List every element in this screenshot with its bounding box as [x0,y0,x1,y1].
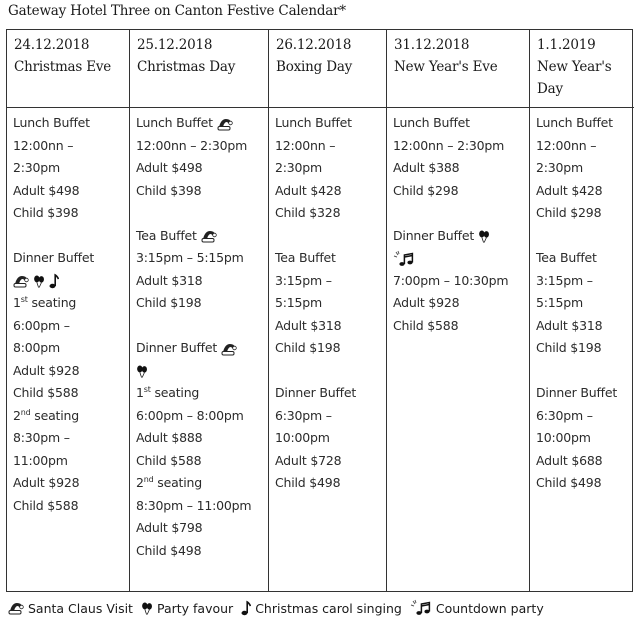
dinner-adult-price: Adult $728 [275,452,342,468]
balloons-icon [141,601,153,616]
day-name: Christmas Eve [14,59,112,75]
santa-hat-icon [201,229,217,243]
seating-2-adult-price: Adult $928 [13,475,80,490]
page-title: Gateway Hotel Three on Canton Festive Calendar* [8,3,346,19]
lunch-time: 12:00nn – [536,137,597,153]
lunch-time: 12:00nn – 2:30pm [136,137,248,153]
legend-item-carol-singing [241,600,402,616]
lunch-label: Lunch Buffet [536,115,613,130]
tea-adult-price: Adult $318 [136,272,203,288]
santa-hat-icon [221,342,237,356]
lunch-child-price: Child $398 [136,182,202,198]
day-name: Day [537,81,563,97]
lunch-adult-price: Adult $388 [393,160,460,175]
tea-child-price: Child $198 [275,340,341,355]
header-cell-new-years-day [530,30,634,108]
day-name: Boxing Day [276,59,353,75]
legend-label: Countdown party [435,600,544,616]
countdown-icon [393,250,415,268]
lunch-label: Lunch Buffet [393,115,470,130]
date-label: 31.12.2018 [394,37,470,53]
dinner-time: 6:30pm – [275,407,332,423]
header-cell-new-years-eve [387,30,530,108]
seating-1-child-price: Child $588 [136,452,202,468]
music-note-icon [49,273,59,289]
santa-hat-icon [13,274,29,288]
body-cell-christmas-eve [7,108,130,591]
lunch-label: Lunch Buffet [275,115,352,130]
dinner-time: 6:30pm – [536,407,593,423]
seating-2-label: 2nd seating [136,475,202,490]
header-cell-boxing-day [269,30,387,108]
lunch-child-price: Child $298 [393,182,459,198]
lunch-time: 2:30pm [275,160,322,175]
santa-hat-icon [8,601,24,615]
lunch-label: Lunch Buffet [136,112,264,135]
tea-time: 5:15pm [275,295,322,310]
seating-2-time: 8:30pm – 11:00pm [136,497,252,513]
day-name: New Year's Eve [394,59,498,75]
festive-calendar-table [6,29,633,592]
date-label: 25.12.2018 [137,37,213,53]
date-label: 1.1.2019 [537,37,596,53]
dinner-label: Dinner Buffet [13,250,95,265]
body-cell-new-years-eve [387,108,530,591]
body-cell-boxing-day [269,108,387,591]
legend-item-santa [8,601,133,616]
seating-2-time: 8:30pm – [13,430,70,445]
seating-1-label: 1st seating [136,385,200,400]
seating-1-time: 8:00pm [13,340,60,355]
dinner-label: Dinner Buffet [136,337,264,360]
dinner-icons [393,247,525,270]
legend-label: Party favour [156,600,234,616]
lunch-adult-price: Adult $498 [136,160,203,175]
tea-time: 5:15pm [536,295,583,310]
tea-adult-price: Adult $318 [275,317,342,333]
header-cell-christmas-day [130,30,269,108]
seating-2-time: 11:00pm [13,452,68,468]
tea-child-price: Child $198 [536,340,602,355]
seating-1-adult-price: Adult $928 [13,362,80,378]
icon-legend [8,596,552,620]
dinner-child-price: Child $498 [536,475,602,490]
seating-1-time: 6:00pm – 8:00pm [136,407,244,423]
music-note-icon [241,600,251,616]
balloons-icon [478,229,490,244]
lunch-time: 2:30pm [536,160,583,175]
date-label: 24.12.2018 [14,37,90,53]
lunch-time: 12:00nn – [275,137,336,153]
seating-1-adult-price: Adult $888 [136,430,203,445]
tea-adult-price: Adult $318 [536,317,603,333]
day-name: Christmas Day [137,59,236,75]
seating-2-label: 2nd seating [13,407,79,423]
legend-label: Christmas carol singing [255,600,402,616]
dinner-time: 7:00pm – 10:30pm [393,272,509,288]
day-name: New Year's [537,59,612,75]
lunch-time: 2:30pm [13,160,60,175]
tea-label: Tea Buffet [536,250,597,265]
santa-hat-icon [217,117,233,131]
tea-label: Tea Buffet [275,250,336,265]
legend-label: Santa Claus Visit [28,600,133,616]
lunch-adult-price: Adult $498 [13,182,80,198]
lunch-adult-price: Adult $428 [275,182,342,198]
dinner-label: Dinner Buffet [393,225,525,248]
legend-item-party-favour [141,601,233,616]
balloons-icon [136,364,148,379]
tea-time: 3:15pm – 5:15pm [136,250,244,265]
dinner-icons [136,360,264,383]
dinner-time: 10:00pm [275,430,330,445]
lunch-time: 12:00nn – 2:30pm [393,137,505,153]
seating-1-label: 1st seating [13,295,77,310]
legend-item-countdown [410,599,544,617]
body-cell-new-years-day [530,108,634,591]
lunch-child-price: Child $328 [275,205,341,220]
lunch-child-price: Child $398 [13,205,79,220]
dinner-child-price: Child $588 [393,317,459,333]
header-cell-christmas-eve [7,30,130,108]
dinner-child-price: Child $498 [275,475,341,490]
lunch-time: 12:00nn – [13,137,74,153]
dinner-time: 10:00pm [536,430,591,445]
seating-2-adult-price: Adult $798 [136,520,203,535]
seating-1-child-price: Child $588 [13,385,79,400]
body-cell-christmas-day [130,108,269,591]
dinner-icons [13,270,125,293]
tea-label: Tea Buffet [136,225,264,248]
tea-time: 3:15pm – [275,272,332,288]
balloons-icon [33,274,45,289]
dinner-adult-price: Adult $928 [393,295,460,310]
seating-2-child-price: Child $588 [13,497,79,513]
seating-1-time: 6:00pm – [13,317,70,333]
dinner-adult-price: Adult $688 [536,452,603,468]
lunch-child-price: Child $298 [536,205,602,220]
lunch-adult-price: Adult $428 [536,182,603,198]
seating-2-child-price: Child $498 [136,542,202,558]
tea-child-price: Child $198 [136,295,202,310]
lunch-label: Lunch Buffet [13,115,90,130]
dinner-label: Dinner Buffet [275,385,357,400]
countdown-icon [410,599,432,617]
tea-time: 3:15pm – [536,272,593,288]
dinner-label: Dinner Buffet [536,385,618,400]
date-label: 26.12.2018 [276,37,352,53]
